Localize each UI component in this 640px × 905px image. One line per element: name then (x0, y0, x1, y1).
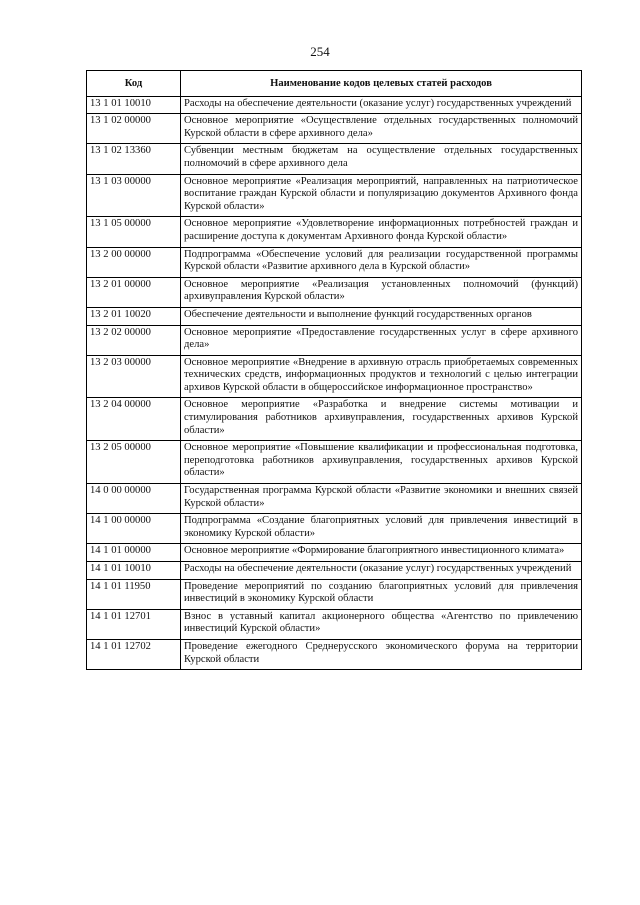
row-code: 13 1 05 00000 (87, 217, 181, 247)
row-name: Расходы на обеспечение деятельности (оказание услуг) государственных учреждений (181, 96, 582, 114)
row-name: Основное мероприятие «Удовлетворение информационных потребностей граждан и расширение доступа к документам Архивного фонда Курской области» (181, 217, 582, 247)
row-name: Основное мероприятие «Реализация установленных полномочий (функций) архивуправления Курской области» (181, 277, 582, 307)
table-row (87, 609, 582, 639)
row-name: Расходы на обеспечение деятельности (оказание услуг) государственных учреждений (181, 562, 582, 580)
header-name: Наименование кодов целевых статей расходов (181, 71, 582, 97)
row-code: 13 2 05 00000 (87, 441, 181, 484)
row-name: Основное мероприятие «Формирование благоприятного инвестиционного климата» (181, 544, 582, 562)
page-number: 254 (310, 44, 330, 59)
header-code: Код (87, 71, 181, 97)
row-name: Основное мероприятие «Разработка и внедрение системы мотивации и стимулирования работников архивуправления, государственных архивов Курской области» (181, 398, 582, 441)
table-row (87, 174, 582, 217)
row-code: 14 1 01 12702 (87, 639, 181, 669)
table-row (87, 217, 582, 247)
row-name: Основное мероприятие «Реализация мероприятий, направленных на патриотическое воспитание граждан Курской области и популяризацию документов Архивного фонда Курской области» (181, 174, 582, 217)
table-row (87, 144, 582, 174)
row-name: Основное мероприятие «Повышение квалификации и профессиональная подготовка, переподготовка работников архивуправления, государственных архивов Курской области» (181, 441, 582, 484)
row-code: 13 1 02 00000 (87, 114, 181, 144)
table-row (87, 562, 582, 580)
table-row (87, 325, 582, 355)
row-code: 13 1 01 10010 (87, 96, 181, 114)
table-row (87, 639, 582, 669)
row-code: 13 1 03 00000 (87, 174, 181, 217)
table-row (87, 355, 582, 398)
table-row (87, 398, 582, 441)
table-row (87, 96, 582, 114)
table-body (87, 96, 582, 670)
table-row (87, 247, 582, 277)
row-code: 14 1 01 00000 (87, 544, 181, 562)
table-header-row (87, 71, 582, 97)
row-name: Обеспечение деятельности и выполнение функций государственных органов (181, 307, 582, 325)
row-name: Основное мероприятие «Осуществление отдельных государственных полномочий Курской области в сфере архивного дела» (181, 114, 582, 144)
row-code: 13 2 01 00000 (87, 277, 181, 307)
row-code: 14 1 01 11950 (87, 579, 181, 609)
table-row (87, 484, 582, 514)
table-row (87, 579, 582, 609)
row-code: 14 1 01 10010 (87, 562, 181, 580)
row-code: 14 1 00 00000 (87, 514, 181, 544)
row-code: 14 0 00 00000 (87, 484, 181, 514)
table-row (87, 277, 582, 307)
row-name: Проведение ежегодного Среднерусского экономического форума на территории Курской области (181, 639, 582, 669)
row-code: 14 1 01 12701 (87, 609, 181, 639)
table-row (87, 307, 582, 325)
row-name: Подпрограмма «Обеспечение условий для реализации государственной программы Курской области «Развитие архивного дела в Курской области» (181, 247, 582, 277)
table-row (87, 114, 582, 144)
row-name: Основное мероприятие «Предоставление государственных услуг в сфере архивного дела» (181, 325, 582, 355)
row-code: 13 2 04 00000 (87, 398, 181, 441)
row-code: 13 2 01 10020 (87, 307, 181, 325)
row-name: Субвенции местным бюджетам на осуществление отдельных государственных полномочий в сфере архивного дела (181, 144, 582, 174)
table-row (87, 514, 582, 544)
budget-codes-table (86, 70, 582, 670)
table-row (87, 441, 582, 484)
row-code: 13 2 03 00000 (87, 355, 181, 398)
row-code: 13 1 02 13360 (87, 144, 181, 174)
row-name: Основное мероприятие «Внедрение в архивную отрасль приобретаемых современных технических средств, информационных продуктов и технологий с целью интеграции архивов Курской области в общероссийское информационное пространство» (181, 355, 582, 398)
row-name: Проведение мероприятий по созданию благоприятных условий для привлечения инвестиций в экономику Курской области (181, 579, 582, 609)
row-name: Государственная программа Курской области «Развитие экономики и внешних связей Курской области» (181, 484, 582, 514)
row-code: 13 2 02 00000 (87, 325, 181, 355)
table-row (87, 544, 582, 562)
row-name: Взнос в уставный капитал акционерного общества «Агентство по привлечению инвестиций Курской области» (181, 609, 582, 639)
row-name: Подпрограмма «Создание благоприятных условий для привлечения инвестиций в экономику Курской области» (181, 514, 582, 544)
row-code: 13 2 00 00000 (87, 247, 181, 277)
